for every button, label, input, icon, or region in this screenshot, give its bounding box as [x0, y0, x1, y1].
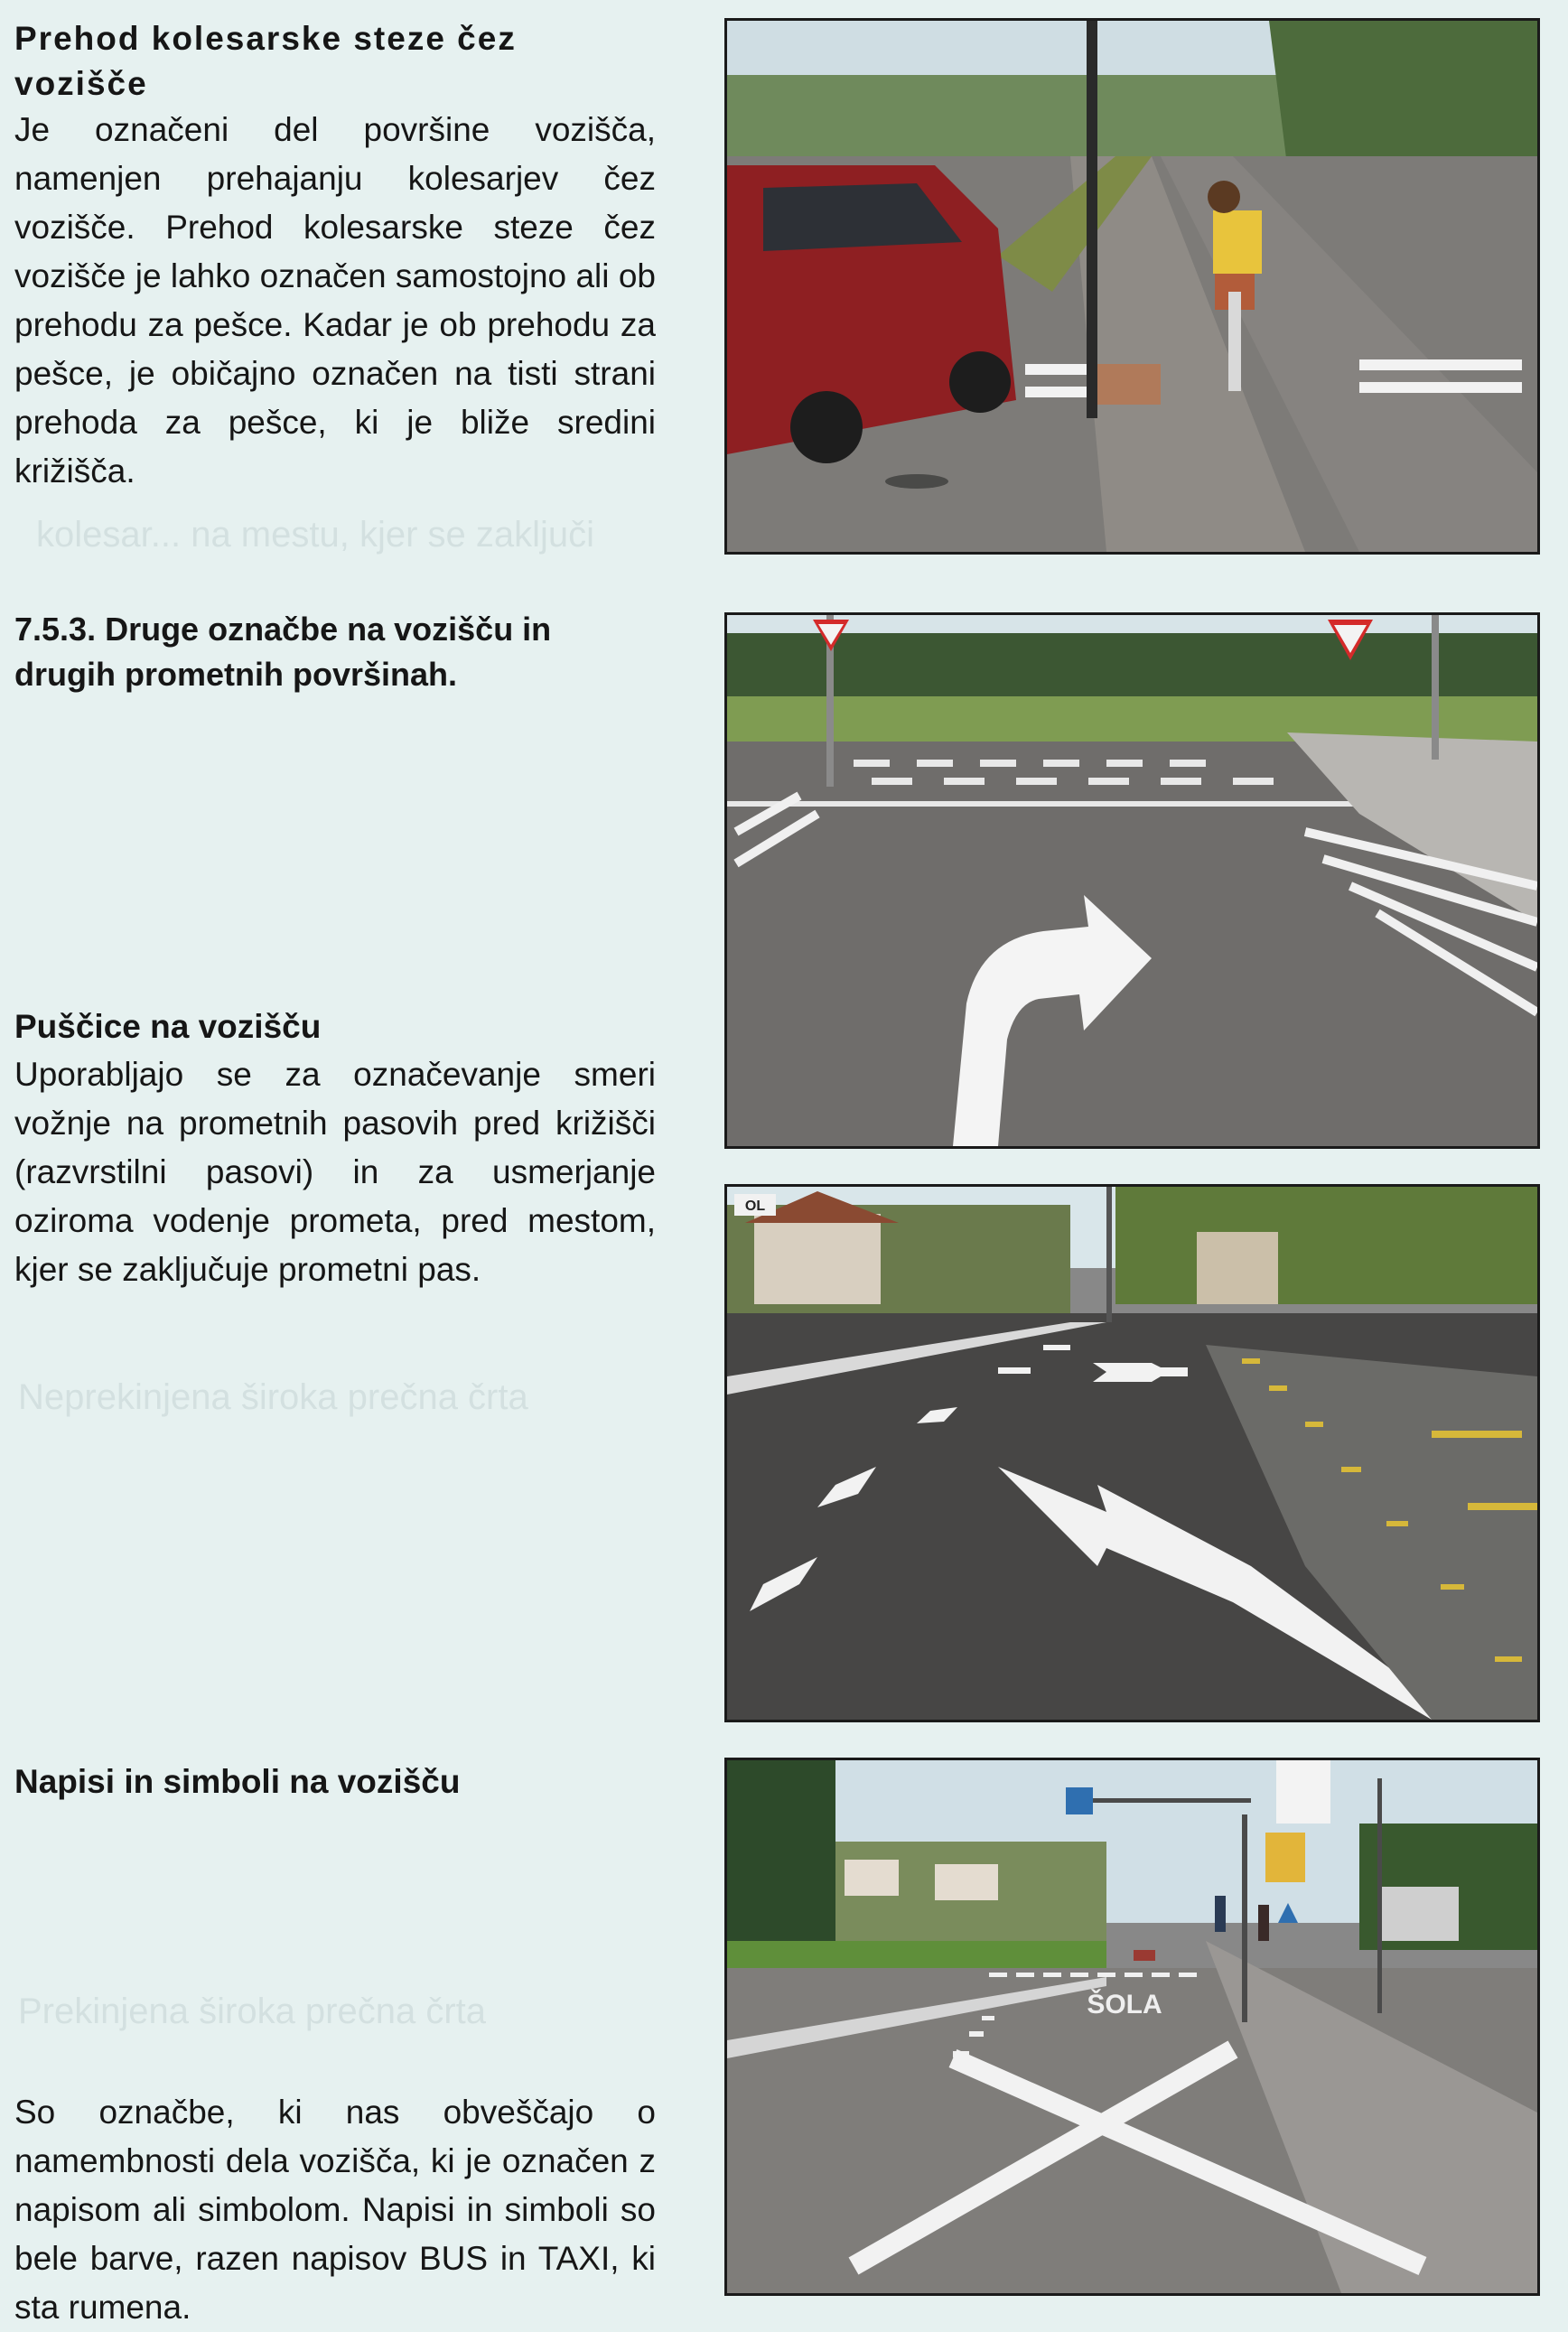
section-body: Uporabljajo se za označevanje smeri vožnje na prometnih pasovih pred križišči (razvrstilni pasovi) in za usmerjanje oziroma vodenje prometa, pred mestom, kjer se zaključuje prometni pas.	[14, 1056, 656, 1288]
road-text: ŠOLA	[1087, 1990, 1162, 2020]
section-body: Je označeni del površine vozišča, namenjen prehajanju kolesarjev čez vozišče. Prehod kolesarske steze čez vozišče je lahko označen samostojno ali ob prehodu za pešce. Kadar je ob prehodu za pešce, je običajno označen na tisti strani prehoda za pešce, ki je bliže sredini križišča.	[14, 111, 656, 490]
photo-merge-arrow	[724, 1184, 1540, 1722]
bleed-through-text: Neprekinjena široka prečna črta	[18, 1377, 528, 1417]
section-heading: Prehod kolesarske steze čez vozišče	[14, 20, 517, 102]
sign-text: OL	[744, 1199, 766, 1214]
bleed-through-text: Prekinjena široka prečna črta	[18, 1992, 487, 2031]
section-heading: Napisi in simboli na vozišču	[14, 1763, 461, 1800]
photo-school-marking	[724, 1758, 1540, 2296]
photo-bicycle-crossing	[724, 18, 1540, 555]
section-heading: Puščice na vozišču	[14, 1008, 322, 1045]
section-body: So označbe, ki nas obveščajo o namembnosti dela vozišča, ki je označen z napisom ali simbolom. Napisi in simboli so bele barve, razen napisov BUS in TAXI, ki sta rumena.	[14, 2094, 656, 2326]
photo-turn-arrow	[724, 612, 1540, 1149]
section-heading: 7.5.3. Druge označbe na vozišču in drugih prometnih površinah.	[14, 611, 552, 693]
bleed-through-text: kolesar... na mestu, kjer se zaključi	[36, 515, 595, 555]
